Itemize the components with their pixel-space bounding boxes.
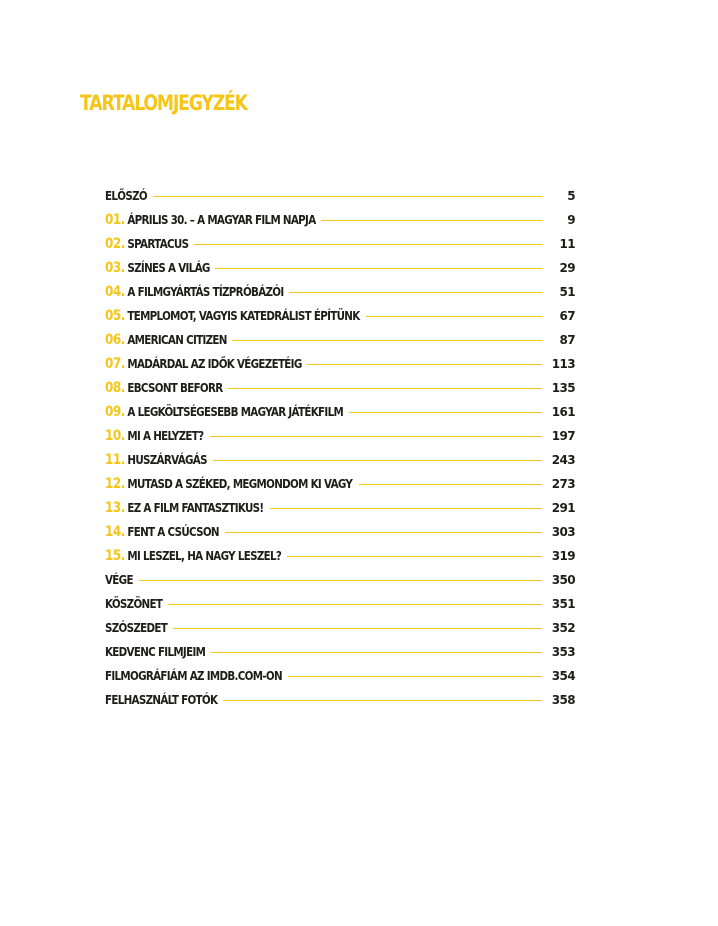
page-number: 9 [567,213,575,227]
chapter-number: 13. [105,500,125,516]
page-number: 67 [559,309,575,323]
leader-line [228,388,542,389]
chapter-title: SPARTACUS [127,237,189,251]
toc-entry [105,472,575,496]
toc-entry [105,280,575,304]
page-number: 351 [551,597,575,611]
toc-entry-title [105,308,360,324]
toc-entry-title [105,476,352,492]
chapter-number: 02. [105,236,125,252]
page-number: 354 [551,669,575,683]
leader-line [288,676,542,677]
toc-entry-title [105,621,167,635]
leader-line [211,652,542,653]
page-number: 29 [559,261,575,275]
toc-entry-title [105,645,205,659]
leader-line [232,340,543,341]
toc-entry-title [105,380,223,396]
page-number: 51 [559,285,575,299]
chapter-number: 03. [105,260,125,276]
page-number: 353 [551,645,575,659]
page-number: 303 [551,525,575,539]
toc-entry-title [105,236,188,252]
chapter-title: KÖSZÖNET [105,597,163,611]
toc-entry [105,304,575,328]
leader-line [349,412,542,413]
toc-entry [105,400,575,424]
toc-entry-title [105,284,284,300]
chapter-title: MI LESZEL, HA NAGY LESZEL? [127,549,282,563]
leader-line [215,268,543,269]
leader-line [223,700,542,701]
page-number: 135 [551,381,575,395]
page-number: 243 [551,453,575,467]
toc-entry [105,568,575,592]
chapter-title: MI A HELYZET? [127,429,204,443]
leader-line [168,604,542,605]
leader-line [359,484,542,485]
toc-entry-title [105,500,263,516]
chapter-title: EZ A FILM FANTASZTIKUS! [127,501,264,515]
page-number: 358 [551,693,575,707]
toc-entry [105,640,575,664]
toc-entry [105,496,575,520]
chapter-title: SZÍNES A VILÁG [127,261,210,275]
chapter-number: 12. [105,476,125,492]
chapter-title: MUTASD A SZÉKED, MEGMONDOM KI VAGY [127,477,353,491]
toc-entry [105,448,575,472]
chapter-number: 14. [105,524,125,540]
page-number: 197 [551,429,575,443]
chapter-number: 10. [105,428,125,444]
toc-entry-title [105,524,219,540]
chapter-title: A LEGKÖLTSÉGESEBB MAGYAR JÁTÉKFILM [127,405,344,419]
chapter-title: ELŐSZÓ [105,189,147,203]
toc-entry-title [105,548,281,564]
toc-entry-title [105,669,282,683]
table-of-contents [105,184,575,712]
page-title: TARTALOMJEGYZÉK [80,91,247,115]
chapter-title: EBCSONT BEFORR [127,381,223,395]
toc-entry [105,688,575,712]
chapter-title: FILMOGRÁFIÁM AZ IMDB.COM-ON [105,669,282,683]
chapter-number: 04. [105,284,125,300]
toc-entry [105,424,575,448]
toc-entry-title [105,452,207,468]
toc-entry [105,352,575,376]
toc-entry-title [105,428,203,444]
toc-entry-title [105,356,302,372]
toc-entry [105,376,575,400]
chapter-number: 15. [105,548,125,564]
toc-entry-title [105,404,343,420]
page-number: 113 [551,357,575,371]
page-number: 291 [551,501,575,515]
leader-line [210,436,542,437]
leader-line [366,316,543,317]
toc-entry [105,328,575,352]
toc-entry [105,592,575,616]
toc-entry [105,256,575,280]
toc-entry [105,184,575,208]
chapter-title: SZÓSZEDET [105,621,168,635]
toc-entry-title [105,260,210,276]
toc-entry [105,616,575,640]
chapter-title: HUSZÁRVÁGÁS [127,453,207,467]
leader-line [194,244,543,245]
toc-entry [105,664,575,688]
page-number: 319 [551,549,575,563]
chapter-title: AMERICAN CITIZEN [127,333,227,347]
page-number: 11 [559,237,575,251]
page-number: 5 [567,189,575,203]
chapter-title: A FILMGYÁRTÁS TÍZPRÓBÁZÓI [127,285,284,299]
chapter-title: VÉGE [105,573,133,587]
toc-entry-title [105,189,147,203]
toc-entry [105,208,575,232]
leader-line [173,628,541,629]
chapter-number: 05. [105,308,125,324]
chapter-title: FELHASZNÁLT FOTÓK [105,693,218,707]
page-number: 87 [559,333,575,347]
leader-line [139,580,542,581]
leader-line [213,460,541,461]
chapter-number: 09. [105,404,125,420]
toc-entry-title [105,332,227,348]
chapter-number: 07. [105,356,125,372]
leader-line [153,196,543,197]
leader-line [225,532,541,533]
leader-line [307,364,542,365]
toc-entry-title [105,693,217,707]
leader-line [289,292,543,293]
leader-line [287,556,542,557]
page-number: 161 [551,405,575,419]
toc-entry-title [105,597,162,611]
chapter-title: MADÁRDAL AZ IDŐK VÉGEZETÉIG [127,357,302,371]
leader-line [270,508,542,509]
toc-entry-title [105,573,133,587]
chapter-number: 11. [105,452,125,468]
chapter-title: FENT A CSÚCSON [127,525,219,539]
toc-entry [105,544,575,568]
page-number: 352 [551,621,575,635]
toc-entry [105,232,575,256]
toc-entry-title [105,212,316,228]
toc-entry [105,520,575,544]
chapter-title: ÁPRILIS 30. – A MAGYAR FILM NAPJA [127,213,316,227]
leader-line [321,220,543,221]
page-number: 350 [551,573,575,587]
chapter-number: 06. [105,332,125,348]
page-number: 273 [551,477,575,491]
chapter-title: KEDVENC FILMJEIM [105,645,206,659]
chapter-title: TEMPLOMOT, VAGYIS KATEDRÁLIST ÉPÍTÜNK [127,309,360,323]
chapter-number: 08. [105,380,125,396]
chapter-number: 01. [105,212,125,228]
